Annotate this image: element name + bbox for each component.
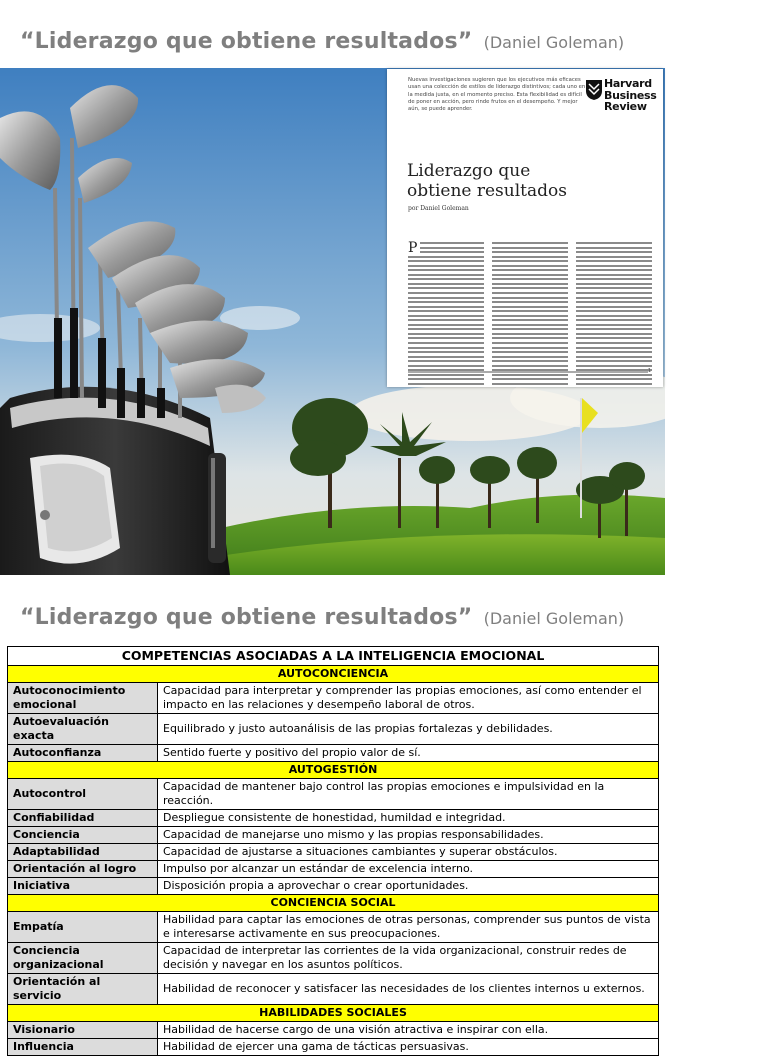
- hbr-body-columns: [408, 242, 654, 370]
- hbr-text-line: [408, 283, 484, 285]
- table-row: [8, 912, 659, 943]
- hbr-title-line2: obtiene resultados: [407, 181, 567, 201]
- hbr-text-line: [408, 306, 484, 308]
- hbr-text-line: [492, 242, 568, 244]
- section-header: AUTOCONCIENCIA: [8, 666, 659, 683]
- hbr-text-line: [576, 342, 652, 344]
- hbr-text-line: [408, 333, 484, 335]
- table-row: [8, 844, 659, 861]
- section-header-row: [8, 895, 659, 912]
- competency-term: Confiabilidad: [8, 810, 158, 827]
- hbr-page-number: 1: [647, 368, 651, 374]
- section-heading: [20, 594, 624, 632]
- competency-description: Capacidad para interpretar y comprender las propias emociones, así como entender el impacto en las relaciones y desempeño laboral de otros.: [158, 683, 659, 714]
- hbr-text-line: [408, 260, 484, 262]
- competency-term: Autocontrol: [8, 779, 158, 810]
- hbr-text-line: [576, 315, 652, 317]
- hbr-text-line: [492, 306, 568, 308]
- hbr-text-line: [576, 283, 652, 285]
- hbr-text-line: [492, 351, 568, 353]
- hbr-text-line: [576, 365, 652, 367]
- table-row: [8, 943, 659, 974]
- competency-description: Habilidad para captar las emociones de otras personas, comprender sus puntos de vista e interesarse activamente en sus preocupaciones.: [158, 912, 659, 943]
- hbr-text-line: [408, 278, 484, 280]
- hbr-text-line: [408, 274, 484, 276]
- hbr-text-line: [576, 351, 652, 353]
- hbr-logo-line2: Business: [604, 88, 657, 102]
- hbr-text-line: [576, 328, 652, 330]
- hbr-text-line: [408, 301, 484, 303]
- competencies-table-wrapper: [7, 646, 659, 1056]
- competencies-table: [7, 646, 659, 1056]
- competency-description: Equilibrado y justo autoanálisis de las propias fortalezas y debilidades.: [158, 714, 659, 745]
- table-row: [8, 714, 659, 745]
- section-header: HABILIDADES SOCIALES: [8, 1005, 659, 1022]
- hbr-text-line: [408, 342, 484, 344]
- table-title-row: [8, 647, 659, 666]
- hbr-text-line: [576, 356, 652, 358]
- competency-term: Orientación al logro: [8, 861, 158, 878]
- hbr-text-line: [576, 319, 652, 321]
- hbr-text-line: [408, 265, 484, 267]
- hbr-text-line: [492, 315, 568, 317]
- hbr-article-title: [407, 161, 567, 201]
- section-header: CONCIENCIA SOCIAL: [8, 895, 659, 912]
- hbr-text-line: [420, 242, 484, 244]
- competency-description: Habilidad de ejercer una gama de tácticas persuasivas.: [158, 1039, 659, 1056]
- hbr-text-line: [576, 301, 652, 303]
- hbr-text-line: [576, 324, 652, 326]
- hbr-text-line: [576, 251, 652, 253]
- hbr-text-line: [408, 269, 484, 271]
- hbr-text-line: [408, 383, 484, 385]
- hbr-body-column: [408, 242, 484, 370]
- table-row: [8, 878, 659, 895]
- hbr-text-line: [492, 247, 568, 249]
- competency-description: Capacidad de mantener bajo control las propias emociones e impulsividad en la reacción.: [158, 779, 659, 810]
- hbr-text-line: [492, 356, 568, 358]
- hbr-text-line: [408, 256, 484, 258]
- hbr-text-line: [576, 278, 652, 280]
- hbr-text-line: [576, 260, 652, 262]
- competency-term: Autoconfianza: [8, 745, 158, 762]
- table-row: [8, 1039, 659, 1056]
- hbr-text-line: [576, 274, 652, 276]
- competency-term: Iniciativa: [8, 878, 158, 895]
- hbr-body-column: [576, 242, 652, 370]
- hbr-text-line: [576, 269, 652, 271]
- table-row: [8, 1022, 659, 1039]
- hbr-logo-line1: Harvard: [604, 77, 652, 90]
- hbr-footer-rule: [408, 371, 648, 373]
- hbr-text-line: [492, 337, 568, 339]
- hbr-text-line: [492, 365, 568, 367]
- hbr-text-line: [576, 310, 652, 312]
- competency-term: Autoevaluación exacta: [8, 714, 158, 745]
- competency-term: Orientación al servicio: [8, 974, 158, 1005]
- hbr-article-page: [387, 69, 663, 387]
- hbr-text-line: [576, 287, 652, 289]
- hbr-text-line: [408, 351, 484, 353]
- competency-description: Capacidad de interpretar las corrientes de la vida organizacional, construir redes de decisión y navegar en los asuntos políticos.: [158, 943, 659, 974]
- hbr-text-line: [492, 278, 568, 280]
- hbr-text-line: [492, 269, 568, 271]
- competency-term: Influencia: [8, 1039, 158, 1056]
- hbr-text-line: [408, 292, 484, 294]
- hbr-text-line: [408, 378, 484, 380]
- table-row: [8, 810, 659, 827]
- hbr-text-line: [576, 256, 652, 258]
- hbr-text-line: [492, 297, 568, 299]
- hbr-text-line: [576, 360, 652, 362]
- hbr-text-line: [576, 347, 652, 349]
- hbr-text-line: [492, 265, 568, 267]
- hbr-text-line: [408, 365, 484, 367]
- hbr-text-line: [576, 378, 652, 380]
- hbr-text-line: [492, 283, 568, 285]
- hbr-text-line: [492, 274, 568, 276]
- hbr-text-line: [420, 247, 484, 249]
- hbr-text-line: [492, 378, 568, 380]
- hbr-text-line: [576, 383, 652, 385]
- hbr-text-line: [576, 297, 652, 299]
- competency-description: Capacidad de manejarse uno mismo y las propias responsabilidades.: [158, 827, 659, 844]
- page-heading: [20, 18, 624, 56]
- hbr-text-line: [576, 306, 652, 308]
- competency-description: Disposición propia a aprovechar o crear oportunidades.: [158, 878, 659, 895]
- table-row: [8, 745, 659, 762]
- hbr-text-line: [408, 337, 484, 339]
- heading-title: “Liderazgo que obtiene resultados”: [20, 29, 473, 54]
- competency-description: Habilidad de reconocer y satisfacer las necesidades de los clientes internos u externos.: [158, 974, 659, 1005]
- competency-description: Despliegue consistente de honestidad, humildad e integridad.: [158, 810, 659, 827]
- hbr-text-line: [408, 324, 484, 326]
- hbr-text-line: [492, 287, 568, 289]
- heading-title: “Liderazgo que obtiene resultados”: [20, 605, 473, 630]
- hbr-text-line: [492, 333, 568, 335]
- hbr-text-line: [576, 333, 652, 335]
- hbr-text-line: [408, 347, 484, 349]
- competency-term: Conciencia: [8, 827, 158, 844]
- competency-term: Empatía: [8, 912, 158, 943]
- table-row: [8, 683, 659, 714]
- competency-term: Autoconocimiento emocional: [8, 683, 158, 714]
- table-row: [8, 974, 659, 1005]
- competency-description: Impulso por alcanzar un estándar de excelencia interno.: [158, 861, 659, 878]
- hbr-intro-text: Nuevas investigaciones sugieren que los ejecutivos más eficaces usan una colección de estilos de liderazgo distintivos; cada uno en la medida justa, en el momento preciso. Esta flexibilidad es difícil de poner en acción, pero rinde frutos en el desempeño. Y mejor aún, se puede aprender.: [408, 77, 586, 113]
- competency-term: Conciencia organizacional: [8, 943, 158, 974]
- competency-description: Habilidad de hacerse cargo de una visión atractiva e inspirar con ella.: [158, 1022, 659, 1039]
- hbr-text-line: [492, 374, 568, 376]
- hbr-text-line: [492, 292, 568, 294]
- hbr-logo: [585, 78, 661, 114]
- hbr-text-line: [576, 247, 652, 249]
- table-title: COMPETENCIAS ASOCIADAS A LA INTELIGENCIA EMOCIONAL: [8, 647, 659, 666]
- hbr-text-line: [576, 265, 652, 267]
- section-header: AUTOGESTIÓN: [8, 762, 659, 779]
- hbr-text-line: [492, 360, 568, 362]
- hbr-body-column: [492, 242, 568, 370]
- hbr-text-line: [492, 319, 568, 321]
- hbr-text-line: [492, 324, 568, 326]
- hbr-byline: por Daniel Goleman: [408, 205, 469, 212]
- section-header-row: [8, 666, 659, 683]
- table-row: [8, 861, 659, 878]
- hbr-text-line: [576, 337, 652, 339]
- hbr-text-line: [408, 328, 484, 330]
- competency-description: Sentido fuerte y positivo del propio valor de sí.: [158, 745, 659, 762]
- hbr-text-line: [408, 374, 484, 376]
- section-header-row: [8, 762, 659, 779]
- hbr-dropcap: P: [408, 240, 418, 256]
- hbr-text-line: [492, 328, 568, 330]
- competency-term: Visionario: [8, 1022, 158, 1039]
- hbr-shield-icon: [585, 79, 603, 101]
- hbr-text-line: [576, 242, 652, 244]
- hbr-text-line: [492, 342, 568, 344]
- hbr-text-line: [576, 292, 652, 294]
- hbr-text-line: [408, 310, 484, 312]
- hbr-text-line: [492, 301, 568, 303]
- hbr-text-line: [408, 319, 484, 321]
- hbr-text-line: [576, 374, 652, 376]
- hbr-title-line1: Liderazgo que: [407, 161, 531, 181]
- hbr-text-line: [492, 310, 568, 312]
- table-row: [8, 779, 659, 810]
- hbr-text-line: [492, 251, 568, 253]
- hbr-text-line: [408, 287, 484, 289]
- hbr-text-line: [492, 347, 568, 349]
- section-header-row: [8, 1005, 659, 1022]
- hbr-text-line: [408, 315, 484, 317]
- hbr-text-line: [492, 383, 568, 385]
- hbr-text-line: [408, 360, 484, 362]
- heading-author: (Daniel Goleman): [483, 609, 625, 628]
- hbr-text-line: [420, 251, 484, 253]
- table-row: [8, 827, 659, 844]
- hbr-text-line: [408, 356, 484, 358]
- hbr-text-line: [492, 260, 568, 262]
- competency-term: Adaptabilidad: [8, 844, 158, 861]
- hbr-text-line: [408, 297, 484, 299]
- heading-author: (Daniel Goleman): [483, 33, 625, 52]
- hbr-logo-line3: Review: [604, 100, 647, 113]
- competency-description: Capacidad de ajustarse a situaciones cambiantes y superar obstáculos.: [158, 844, 659, 861]
- hbr-text-line: [492, 256, 568, 258]
